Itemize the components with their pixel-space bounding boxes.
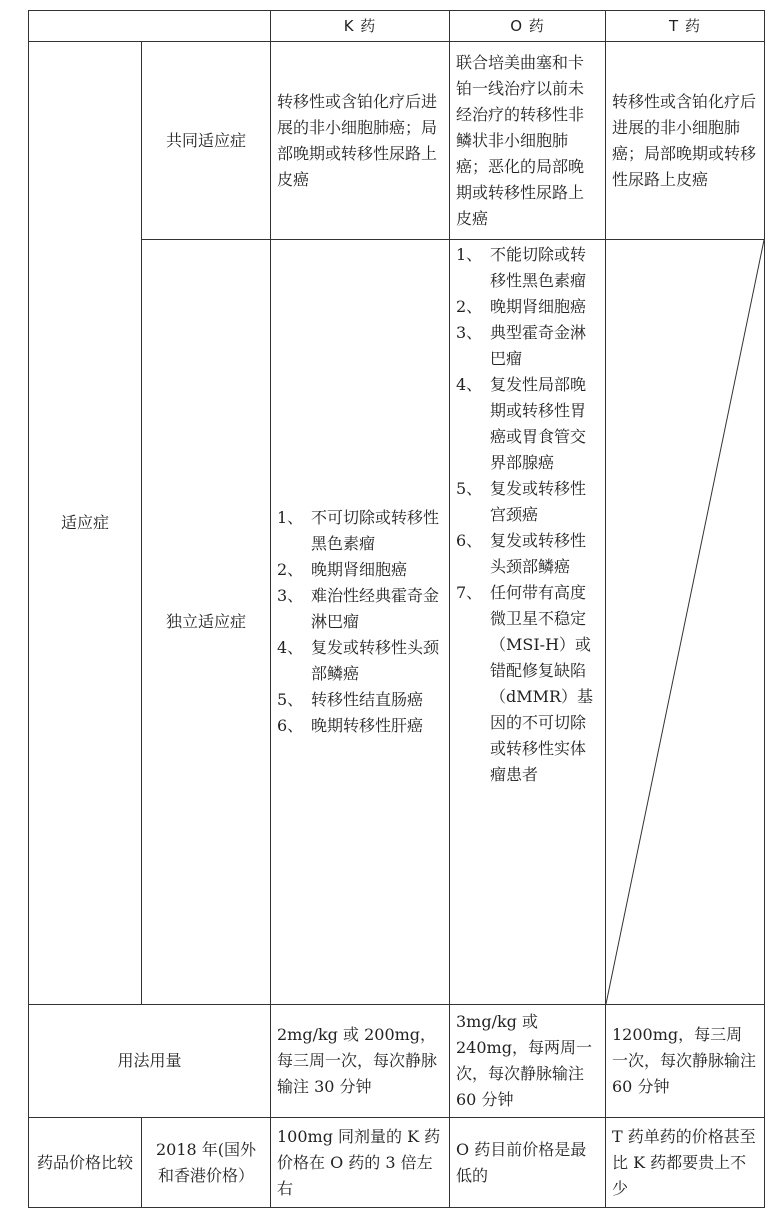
drug-comparison-table [28, 10, 765, 1208]
list-item-number: 2、 [456, 297, 483, 316]
k-dosage: 2mg/kg 或 200mg，每三周一次，每次静脉输注 30 分钟 [271, 1005, 450, 1118]
list-item-number: 3、 [277, 586, 304, 605]
price-row [29, 1118, 765, 1208]
list-item [456, 580, 599, 788]
list-item-number: 3、 [456, 323, 483, 342]
dosage-label: 用法用量 [29, 1005, 271, 1118]
header-o-drug: O 药 [450, 11, 606, 42]
list-item-text: 难治性经典霍奇金淋巴瘤 [311, 586, 440, 631]
t-price: T 药单药的价格甚至比 K 药都要贵上不少 [606, 1118, 765, 1208]
k-unique-list [277, 505, 443, 739]
t-dosage: 1200mg，每三周一次，每次静脉输注 60 分钟 [606, 1005, 765, 1118]
list-item [456, 476, 599, 528]
list-item [277, 713, 443, 739]
list-item-number: 1、 [277, 508, 304, 527]
list-item-number: 1、 [456, 245, 483, 264]
list-item-number: 5、 [456, 479, 483, 498]
t-common-indication: 转移性或含铂化疗后进展的非小细胞肺癌；局部晚期或转移性尿路上皮癌 [606, 42, 765, 240]
list-item [277, 583, 443, 635]
list-item-text: 不可切除或转移性黑色素瘤 [311, 508, 440, 553]
price-sub-label: 2018 年(国外和香港价格） [142, 1118, 271, 1208]
list-item-text: 复发或转移性头颈部鳞癌 [311, 638, 440, 683]
price-label: 药品价格比较 [29, 1118, 142, 1208]
o-common-indication: 联合培美曲塞和卡铂一线治疗以前未经治疗的转移性非鳞状非小细胞肺癌；恶化的局部晚期或转移性尿路上皮癌 [450, 42, 606, 240]
list-item-text: 复发或转移性宫颈癌 [490, 479, 587, 524]
list-item-number: 7、 [456, 583, 483, 602]
list-item-text: 晚期肾细胞癌 [311, 560, 408, 579]
common-indication-label: 共同适应症 [142, 42, 271, 240]
header-blank-cell [29, 11, 271, 42]
common-indication-row [29, 42, 765, 240]
list-item-number: 6、 [277, 716, 304, 735]
list-item-text: 晚期肾细胞癌 [490, 297, 587, 316]
k-price: 100mg 同剂量的 K 药价格在 O 药的 3 倍左右 [271, 1118, 450, 1208]
indications-label: 适应症 [29, 42, 142, 1005]
list-item [456, 242, 599, 294]
o-unique-indications [450, 240, 606, 1005]
header-row [29, 11, 765, 42]
t-unique-empty-cell [606, 240, 765, 1005]
list-item-text: 转移性结直肠癌 [311, 690, 424, 709]
o-dosage: 3mg/kg 或 240mg，每两周一次，每次静脉输注 60 分钟 [450, 1005, 606, 1118]
list-item [456, 372, 599, 476]
o-unique-list [456, 242, 599, 788]
k-unique-indications [271, 240, 450, 1005]
list-item [456, 528, 599, 580]
list-item [456, 320, 599, 372]
list-item-text: 不能切除或转移性黑色素瘤 [490, 245, 587, 290]
unique-indication-label: 独立适应症 [142, 240, 271, 1005]
list-item [277, 687, 443, 713]
dosage-row [29, 1005, 765, 1118]
list-item-number: 4、 [456, 375, 483, 394]
header-k-drug: K 药 [271, 11, 450, 42]
list-item-number: 4、 [277, 638, 304, 657]
list-item [456, 294, 599, 320]
list-item-text: 典型霍奇金淋巴瘤 [490, 323, 587, 368]
list-item [277, 557, 443, 583]
diagonal-slash [606, 240, 764, 1004]
list-item-number: 6、 [456, 531, 483, 550]
list-item-text: 复发性局部晚期或转移性胃癌或胃食管交界部腺癌 [490, 375, 587, 472]
list-item-text: 晚期转移性肝癌 [311, 716, 424, 735]
list-item [277, 635, 443, 687]
list-item-number: 2、 [277, 560, 304, 579]
o-price: O 药目前价格是最低的 [450, 1118, 606, 1208]
k-common-indication: 转移性或含铂化疗后进展的非小细胞肺癌；局部晚期或转移性尿路上皮癌 [271, 42, 450, 240]
header-t-drug: T 药 [606, 11, 765, 42]
list-item [277, 505, 443, 557]
list-item-number: 5、 [277, 690, 304, 709]
list-item-text: 任何带有高度微卫星不稳定（MSI-H）或错配修复缺陷（dMMR）基因的不可切除或转移性实体瘤患者 [490, 583, 594, 784]
list-item-text: 复发或转移性头颈部鳞癌 [490, 531, 587, 576]
